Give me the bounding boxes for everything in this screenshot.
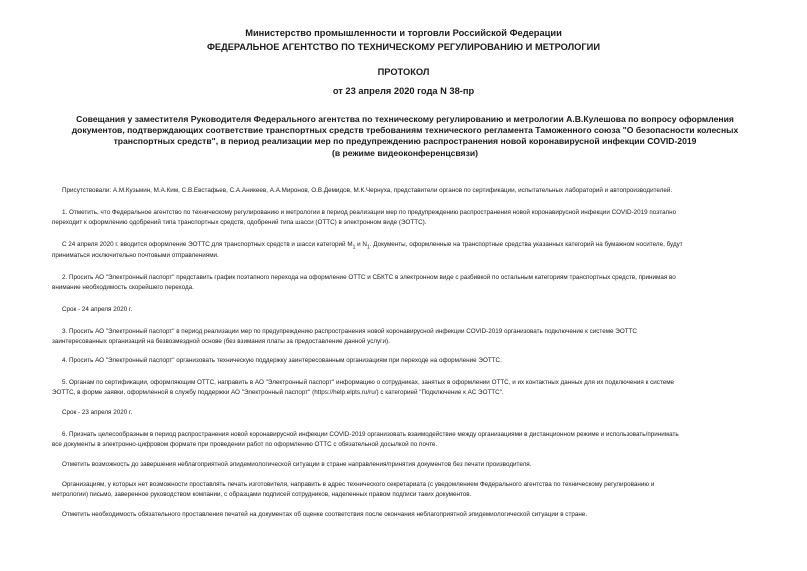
item-1-line: 1. Отметить, что Федеральное агентство по техническому регулированию и метрологии в период реализации мер по предупреждению распространения новой коронавирусной инфекции COVID-2019 поэтапно [62, 209, 677, 216]
item-6-line: все документы в электронно-цифровом формате при проведении работ по оформлению ОТТС с обязательной досылкой по почте. [52, 441, 438, 448]
ministry-name: Министерство промышленности и торговли Российской Федерации [245, 28, 562, 38]
item-3-line: заинтересованных организаций на безвозмездной основе (без взимания платы за предоставление данной услуги). [52, 338, 390, 345]
note-paragraph: Отметить возможность до завершения неблагоприятной эпидемиологической ситуации в стране направления/принятия документов без печати производителя. [62, 461, 532, 468]
meeting-subject [60, 114, 750, 159]
subject-line: документов, подтверждающих соответствие транспортных средств требованиям технического регламента Таможенного союза "О безопасности колесных [71, 125, 739, 136]
note-paragraph-line: метрологии) письмо, заверенное руководством компании, с образцами подписей сотрудников, наделенных правом подписи таких документов. [52, 491, 472, 498]
detail-text: С 24 апреля 2020 г. вводится оформление ЭОТТС для транспортных средств и шасси категорий [62, 241, 346, 248]
detail-text: . Документы, оформленные на транспортные средства указанных категорий на бумажном носителе, будут [369, 241, 683, 248]
item-2-line: 2. Просить АО "Электронный паспорт" представить график поэтапного перехода на оформление ОТТС и СБКТС в электронном виде с разбивкой по остальным категориям транспортных средств, принимая во [62, 274, 676, 281]
category-m: $M_1$ [347, 241, 356, 251]
deadline: Срок - 24 апреля 2020 г. [62, 306, 133, 313]
subject-line: (в режиме видеоконференцсвязи) [332, 147, 478, 158]
item-1-detail-line: приниматься исключительно почтовыми отправлениями. [52, 252, 219, 259]
item-4-line: 4. Просить АО "Электронный паспорт" организовать техническую поддержку заинтересованным организациям при переходе на оформление ЭОТТС. [62, 357, 502, 364]
item-6-line: 6. Признать целесообразным в период распространения новой коронавирусной инфекции COVID-2019 организовать взаимодействие между организациями в дистанционном режиме и использовать/принимать [62, 431, 679, 438]
item-3-line: 3. Просить АО "Электронный паспорт" в период реализации мер по предупреждению распространения новой коронавирусной инфекции COVID-2019 организовать подключение к системе ЭОТТС [62, 328, 637, 335]
note-paragraph-line: Организациям, у которых нет возможности проставлять печать изготовителя, направить в адрес технического секретариата (с уведомлением Федерального агентства по техническому регулированию и [62, 481, 655, 488]
document-date: от 23 апреля 2020 года N 38-пр [332, 86, 475, 96]
item-5-line: 5. Органам по сертификации, оформляющим ОТТС, направить в АО "Электронный паспорт" информацию о сотрудниках, занятых в оформлении ОТТС, и их контактных данных для их подключения к системе [62, 379, 675, 386]
deadline: Срок - 23 апреля 2020 г. [62, 409, 133, 416]
note-paragraph: Отметить необходимость обязательного проставления печатей на документах об оценке соответствия после окончания неблагоприятной эпидемиологической ситуации в стране. [62, 511, 588, 518]
item-1-line: переходит к оформлению одобрений типа транспортных средств, одобрений типа шасси (ОТТС) в электронном виде (ЭОТТС). [52, 219, 427, 226]
attendees-paragraph: Присутствовали: А.М.Кузьмин, М.А.Ким, С.В.Евстафьев, С.А.Аникеев, А.А.Миронов, О.В.Демидов, М.К.Чернуха, представители органов по сертификации, испытательных лабораторий и автопроизводителей. [62, 187, 673, 194]
item-5-line: ЭОТТС, в форме заявки, оформленной в службу поддержки АО "Электронный паспорт" (https://help.elpts.ru/ru/) с категорией "Подключение к АС ЭОТТС". [52, 389, 504, 396]
subject-line: транспортных средств", в период реализации мер по предупреждению распространения новой коронавирусной инфекции COVID-2019 [113, 136, 697, 147]
category-n: $N_1$ [362, 241, 370, 251]
item-1-detail-line: С 24 апреля 2020 г. вводится оформление ЭОТТС для транспортных средств и шасси категорий $M_1$ и $N_1$. Документы, оформленные на транспортные средства указанных категорий на бумажном носителе, будут [62, 241, 683, 251]
subject-line: Совещания у заместителя Руководителя Федерального агентства по техническому регулированию и метрологии А.В.Кулешова по вопросу оформления [76, 114, 734, 124]
document-type: ПРОТОКОЛ [377, 67, 430, 77]
agency-name: ФЕДЕРАЛЬНОЕ АГЕНТСТВО ПО ТЕХНИЧЕСКОМУ РЕГУЛИРОВАНИЮ И МЕТРОЛОГИИ [206, 42, 601, 52]
item-2-line: внимание необходимость скорейшего перехода. [52, 284, 194, 291]
